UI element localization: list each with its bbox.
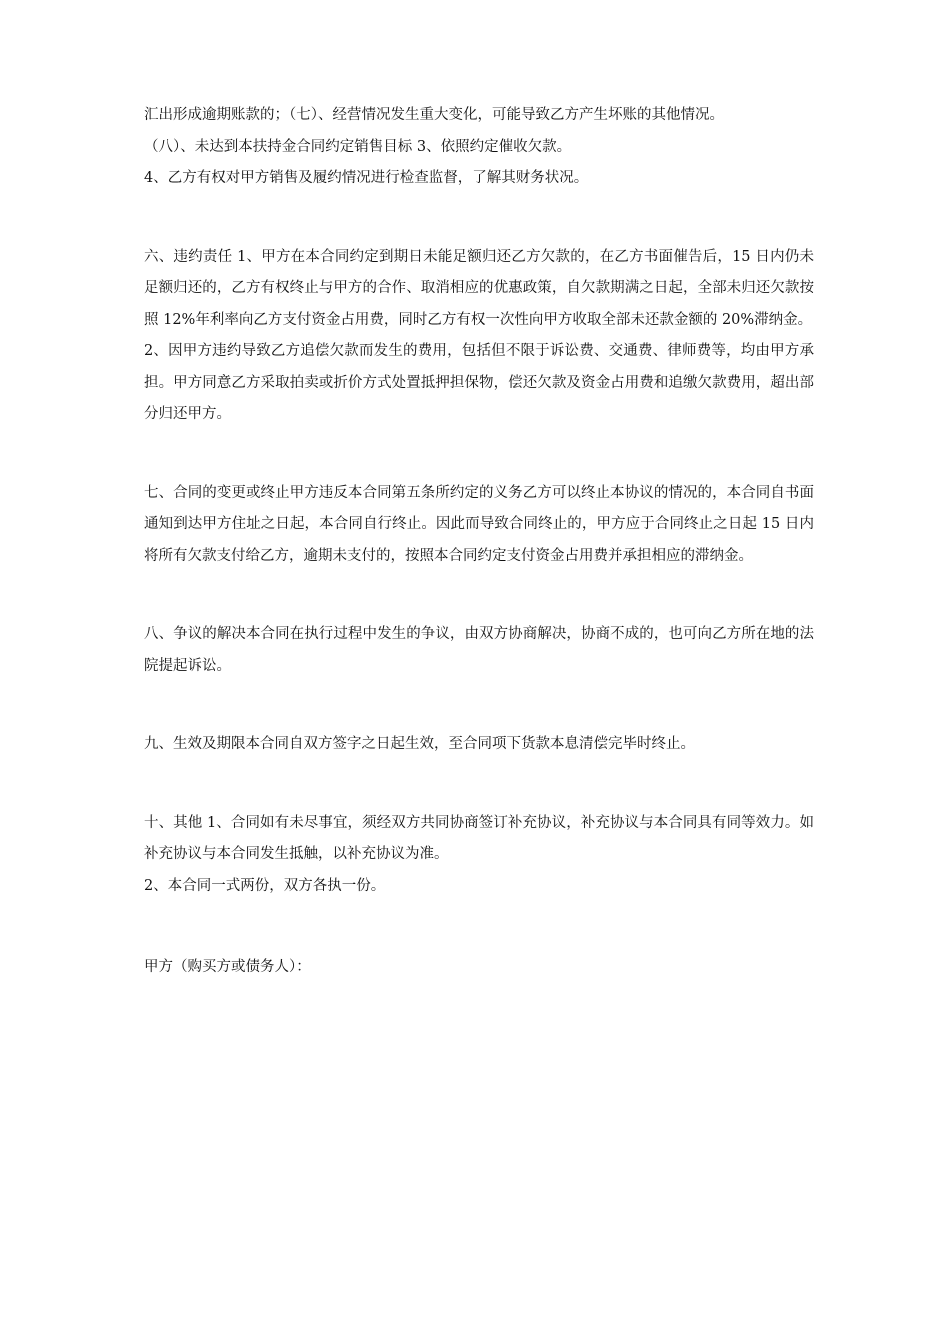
section-spacer [144, 431, 814, 478]
paragraph-dispute-resolution: 八、争议的解决本合同在执行过程中发生的争议，由双方协商解决，协商不成的，也可向乙方所在地的法院提起诉讼。 [144, 626, 814, 674]
section-spacer [144, 572, 814, 619]
document-page [144, 100, 814, 984]
paragraph-copies: 2、本合同一式两份，双方各执一份。 [144, 877, 386, 894]
paragraph-inspection-right: 4、乙方有权对甲方销售及履约情况进行检查监督，了解其财务状况。 [144, 170, 589, 186]
paragraph-effectiveness: 九、生效及期限本合同自双方签字之日起生效，至合同项下货款本息清偿完毕时终止。 [144, 736, 695, 752]
paragraph-other-terms: 十、其他 1、合同如有未尽事宜，须经双方共同协商签订补充协议，补充协议与本合同具有同等效力。如补充协议与本合同发生抵触，以补充协议为准。 [144, 814, 814, 862]
paragraph-contract-termination: 七、合同的变更或终止甲方违反本合同第五条所约定的义务乙方可以终止本协议的情况的，本合同自书面通知到达甲方住址之日起，本合同自行终止。因此而导致合同终止的，甲方应于合同终止之日起 15 日内将所有欠款支付给乙方，逾期未支付的，按照本合同约定支付资金占用费并承担相应的滞纳金。 [144, 484, 814, 564]
section-spacer [144, 761, 814, 808]
section-spacer [144, 902, 814, 952]
paragraph-sales-target: （八）、未达到本扶持金合同约定销售目标 3、依照约定催收欠款。 [144, 138, 572, 155]
paragraph-breach-liability: 六、违约责任 1、甲方在本合同约定到期日未能足额归还乙方欠款的，在乙方书面催告后，15 日内仍未足额归还的，乙方有权终止与甲方的合作、取消相应的优惠政策，自欠款期满之日起，全部未归还欠款按照 12%年利率向乙方支付资金占用费，同时乙方有权一次性向甲方收取全部未还款金额的 20%滞纳金。 [144, 248, 814, 328]
section-spacer [144, 682, 814, 729]
paragraph-overdue-clause: 汇出形成逾期账款的；（七）、经营情况发生重大变化，可能导致乙方产生坏账的其他情况。 [144, 107, 724, 123]
paragraph-recovery-costs: 2、因甲方违约导致乙方追偿欠款而发生的费用，包括但不限于诉讼费、交通费、律师费等，均由甲方承担。甲方同意乙方采取拍卖或折价方式处置抵押担保物，偿还欠款及资金占用费和追缴欠款费用，超出部分归还甲方。 [144, 343, 814, 422]
party-a-signature-line: 甲方（购买方或债务人）： [144, 959, 311, 975]
section-spacer [144, 195, 814, 242]
